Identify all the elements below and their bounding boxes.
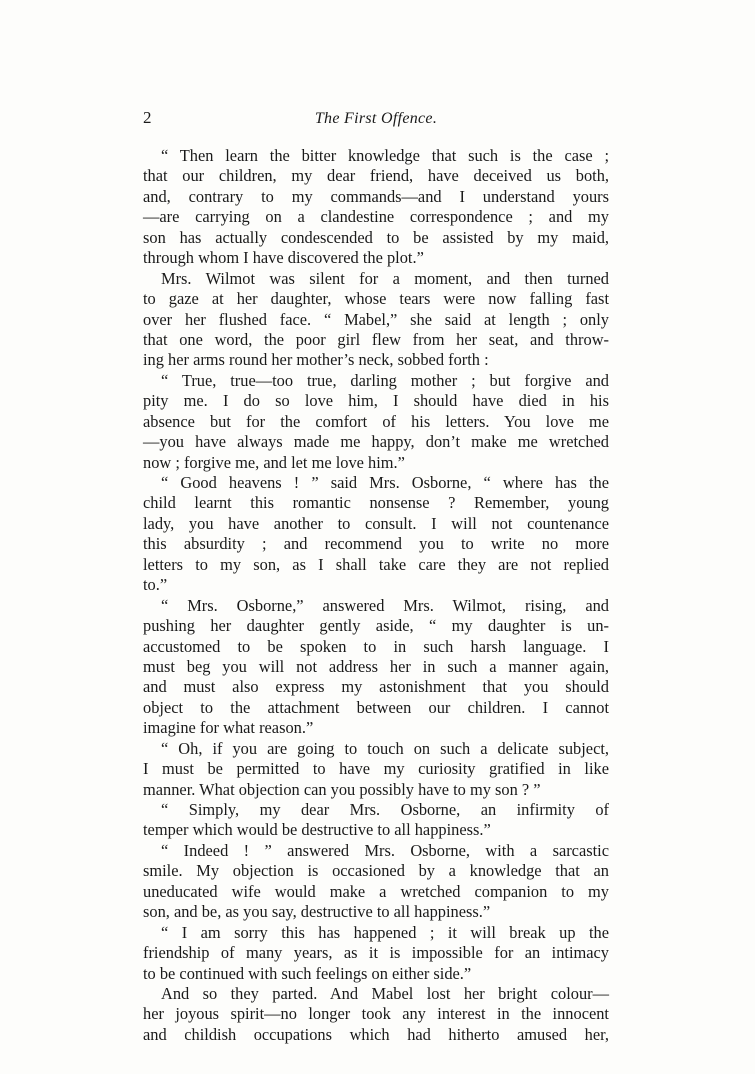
text-line: this absurdity ; and recommend you to write no more (143, 534, 609, 554)
text-line: absence but for the comfort of his letters. You love me (143, 411, 609, 431)
text-line: pity me. I do so love him, I should have died in his (143, 391, 609, 411)
text-line: “ Simply, my dear Mrs. Osborne, an infirmity of (161, 800, 609, 819)
text-line: I must be permitted to have my curiosity gratified in like (143, 759, 609, 779)
book-page (143, 108, 609, 1045)
text-line: that one word, the poor girl flew from her seat, and throw- (143, 329, 609, 349)
text-line: imagine for what reason.” (143, 718, 314, 738)
text-line: smile. My objection is occasioned by a knowledge that an (143, 861, 609, 881)
text-line: over her flushed face. “ Mabel,” she said at length ; only (143, 309, 609, 329)
text-line: “ Mrs. Osborne,” answered Mrs. Wilmot, rising, and (161, 595, 609, 615)
text-line: and must also express my astonishment that you should (143, 677, 609, 697)
text-line: “ I am sorry this has happened ; it will break up the (161, 922, 609, 942)
text-line: child learnt this romantic nonsense ? Remember, young (143, 493, 609, 513)
text-line: —you have always made me happy, don’t make me wretched (143, 432, 609, 452)
text-line: son has actually condescended to be assisted by my maid, (143, 227, 609, 247)
text-line: to gaze at her daughter, whose tears were now falling fast (143, 289, 609, 309)
text-line: “ True, true—too true, darling mother ; but forgive and (161, 370, 609, 390)
text-line: now ; forgive me, and let me love him.” (143, 452, 405, 472)
text-line: son, and be, as you say, destructive to all happiness.” (143, 902, 491, 922)
text-line: lady, you have another to consult. I will not countenance (143, 513, 609, 533)
text-line: pushing her daughter gently aside, “ my daughter is un- (143, 616, 609, 636)
text-line: to be continued with such feelings on either side.” (143, 963, 472, 983)
text-line: accustomed to be spoken to in such harsh language. I (143, 636, 609, 656)
text-line: object to the attachment between our children. I cannot (143, 697, 609, 717)
text-line: must beg you will not address her in such a manner again, (143, 656, 609, 676)
text-line: Mrs. Wilmot was silent for a moment, and then turned (161, 268, 609, 288)
text-line: to.” (143, 575, 168, 595)
text-line: and childish occupations which had hitherto amused her, (143, 1024, 609, 1044)
text-line: “ Good heavens ! ” said Mrs. Osborne, “ where has the (161, 473, 609, 492)
running-head (143, 108, 609, 138)
text-line: And so they parted. And Mabel lost her bright colour— (161, 983, 609, 1003)
page-number: 2 (143, 108, 152, 127)
text-line: that our children, my dear friend, have deceived us both, (143, 166, 609, 186)
text-line: friendship of many years, as it is impossible for an intimacy (143, 943, 609, 963)
text-line: “ Oh, if you are going to touch on such a delicate subject, (161, 738, 609, 758)
text-line: temper which would be destructive to all happiness.” (143, 820, 491, 840)
body-text (143, 146, 609, 1045)
text-line: through whom I have discovered the plot.” (143, 248, 424, 268)
text-line: ing her arms round her mother’s neck, sobbed forth : (143, 350, 489, 370)
text-line: “ Then learn the bitter knowledge that such is the case ; (161, 146, 609, 165)
text-line: letters to my son, as I shall take care they are not replied (143, 554, 609, 574)
text-line: her joyous spirit—no longer took any interest in the innocent (143, 1004, 609, 1024)
text-line: and, contrary to my commands—and I understand yours (143, 186, 609, 206)
text-line: uneducated wife would make a wretched companion to my (143, 881, 609, 901)
text-line: manner. What objection can you possibly have to my son ? ” (143, 779, 541, 799)
running-title: The First Offence. (314, 110, 438, 127)
text-line: “ Indeed ! ” answered Mrs. Osborne, with a sarcastic (161, 840, 609, 860)
text-line: —are carrying on a clandestine correspondence ; and my (143, 207, 609, 227)
